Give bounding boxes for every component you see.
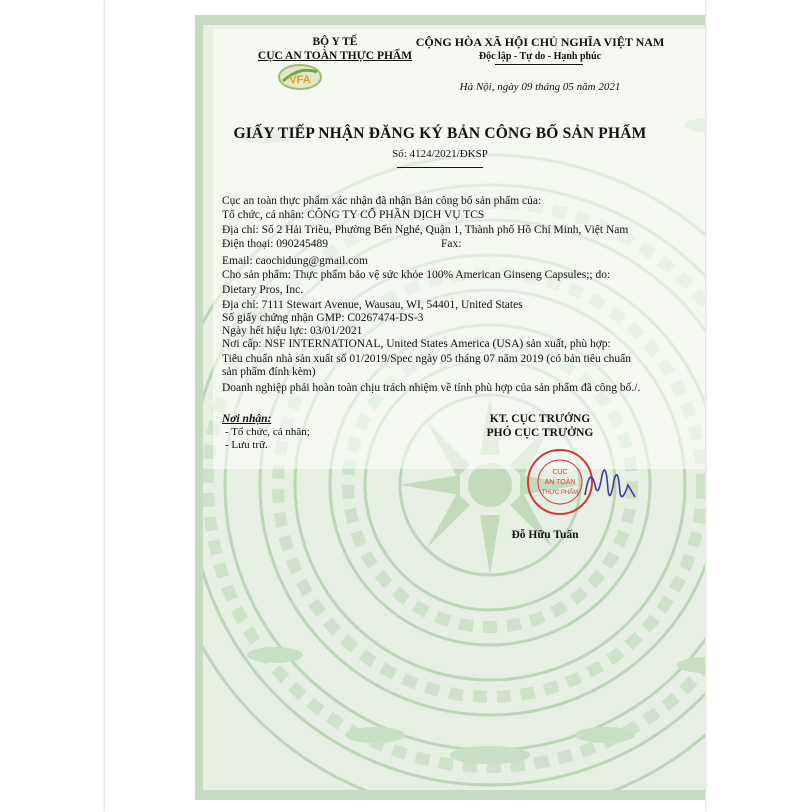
issue-date: Hà Nội, ngày 09 tháng 05 năm 2021: [459, 81, 621, 93]
logo-text: VFA: [289, 74, 311, 86]
motto: Độc lập - Tự do - Hạnh phúc: [478, 51, 602, 62]
recipient-1: - Tổ chức, cá nhân;: [225, 426, 310, 438]
page: [105, 0, 705, 812]
manufacturer-address: Địa chỉ: 7111 Stewart Avenue, Wausau, WI, 54401, United States: [222, 299, 523, 311]
document-title: GIẤY TIẾP NHẬN ĐĂNG KÝ BẢN CÔNG BỐ SẢN PHẨM: [233, 125, 647, 142]
gmp-number: Số giấy chứng nhận GMP: C0267474-DS-3: [222, 312, 424, 324]
stamp-text-bot: THỰC PHẨM: [541, 490, 579, 496]
ministry-name: BỘ Y TẾ: [312, 36, 358, 48]
vfa-logo-icon: [277, 62, 323, 90]
signature-title-1: KT. CỤC TRƯỞNG: [489, 413, 591, 425]
handwritten-signature: [580, 455, 640, 515]
product: Cho sản phẩm: Thực phẩm bảo vệ sức khỏe 100% American Ginseng Capsules;; do:: [222, 269, 611, 281]
email: Email: caochidung@gmail.com: [222, 255, 368, 267]
organization: Tổ chức, cá nhân: CÔNG TY CỔ PHẦN DỊCH VỤ TCS: [222, 209, 485, 221]
signer-name: Đỗ Hữu Tuấn: [511, 529, 579, 541]
intro-line: Cục an toàn thực phẩm xác nhận đã nhận Bản công bố sản phẩm của:: [222, 195, 542, 207]
stamp-text-top: CỤC: [552, 469, 568, 476]
organization-address: Địa chỉ: Số 2 Hải Triều, Phường Bến Nghé, Quận 1, Thành phố Hồ Chí Minh, Việt Nam: [222, 224, 629, 236]
document-number: Số: 4124/2021/ĐKSP: [392, 148, 488, 160]
responsibility-note: Doanh nghiệp phải hoàn toàn chịu trách nhiệm về tính phù hợp của sản phẩm đã công bố./.: [222, 382, 641, 394]
manufacturer: Dietary Pros, Inc.: [222, 284, 304, 296]
standard-cont: sản phẩm đính kèm): [222, 366, 316, 378]
issuer: Nơi cấp: NSF INTERNATIONAL, United States America (USA) sản xuất, phù hợp:: [222, 338, 611, 350]
standard: Tiêu chuẩn nhà sản xuất số 01/2019/Spec ngày 05 tháng 07 năm 2019 (có bản tiêu chuẩn: [222, 353, 632, 365]
agency-name: CỤC AN TOÀN THỰC PHẨM: [257, 50, 413, 62]
title-divider: [397, 167, 483, 168]
motto-underline: [495, 64, 583, 65]
recipients-title: Nơi nhận:: [222, 413, 272, 425]
stamp-text-mid: AN TOÀN: [544, 479, 576, 486]
expiry-date: Ngày hết hiệu lực: 03/01/2021: [222, 325, 363, 337]
country-name: CỘNG HÒA XÃ HỘI CHỦ NGHĨA VIỆT NAM: [415, 35, 665, 49]
recipient-2: - Lưu trữ.: [225, 439, 268, 451]
signature-title-2: PHÓ CỤC TRƯỞNG: [486, 427, 594, 439]
fax: Fax:: [441, 238, 462, 250]
phone: Điện thoại: 090245489: [222, 238, 329, 250]
